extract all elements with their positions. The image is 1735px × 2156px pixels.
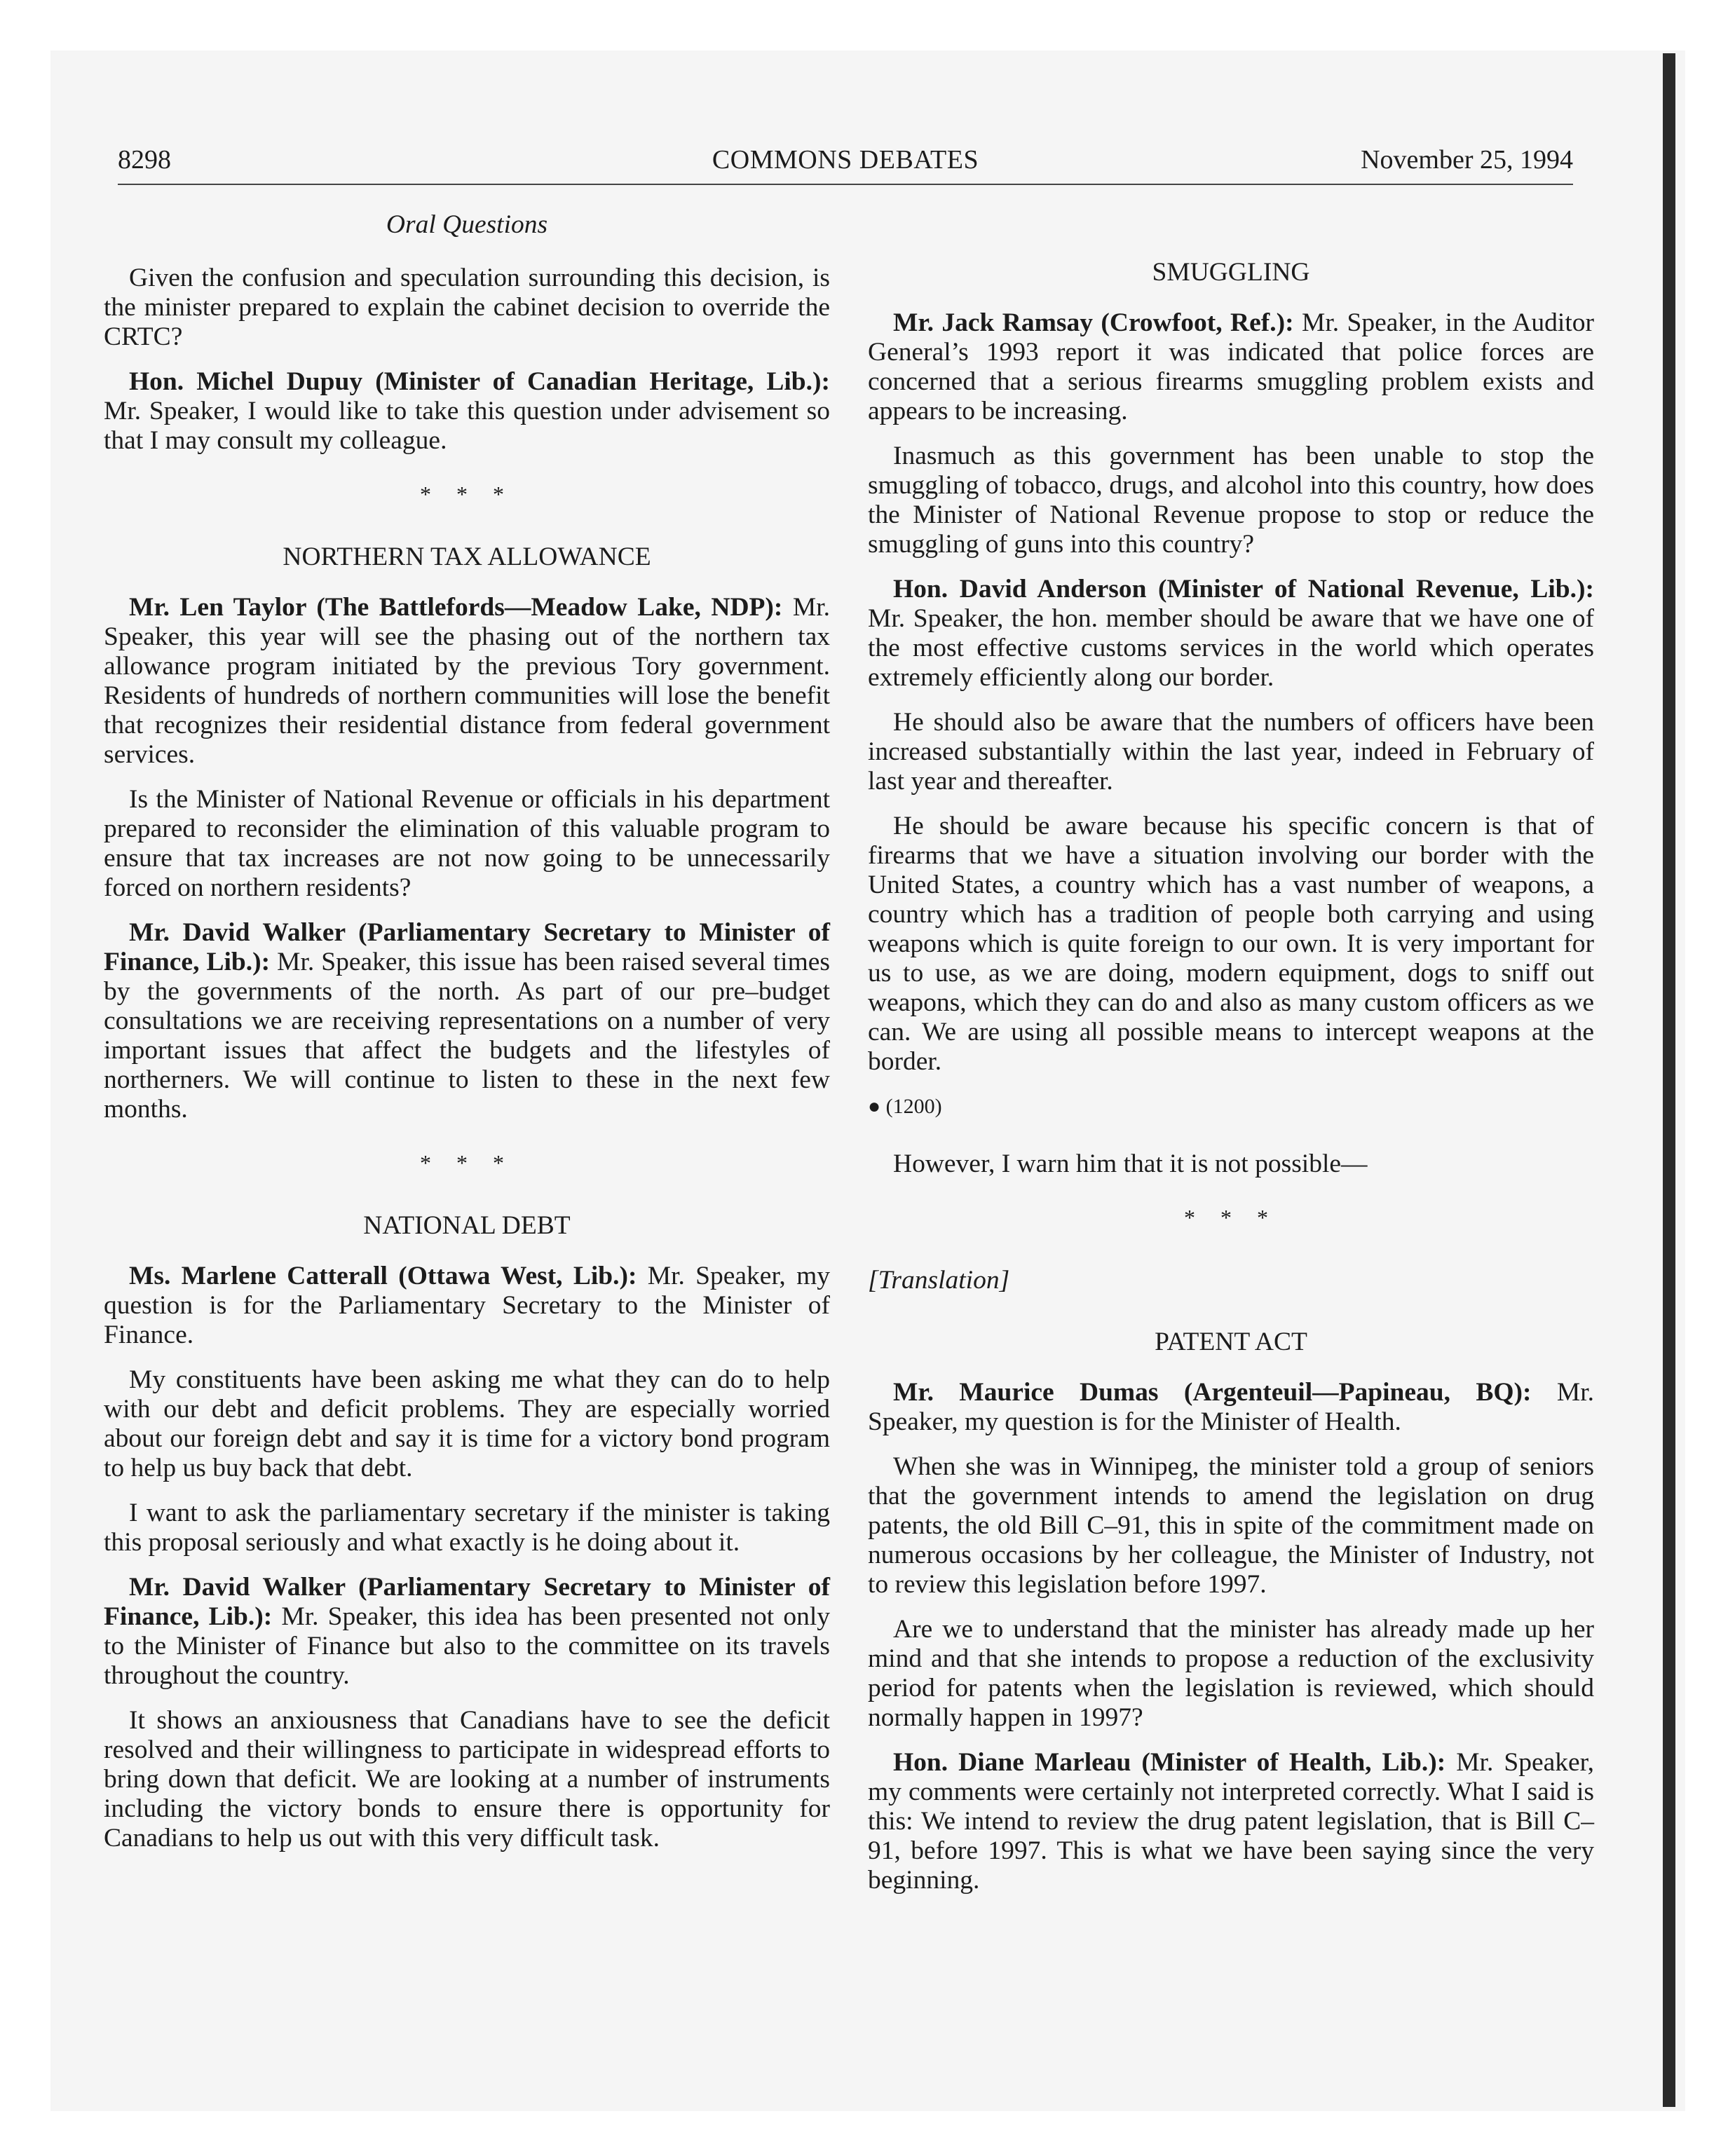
paragraph [868,1378,1594,1437]
section-separator: * * * [1184,1205,1278,1230]
speaker-name: Mr. Len Taylor (The Battlefords—Meadow Lake, NDP): [129,593,783,622]
paragraph [868,575,1594,692]
paragraph-text: Mr. Speaker, I would like to take this question under advisement so that I may consult my colleague. [104,397,830,455]
speaker-name: Hon. David Anderson (Minister of National Revenue, Lib.): [893,575,1594,603]
paragraph-text: Mr. Speaker, in the Auditor General’s 1993 report it was indicated that police forces are concerned that a serious firearms smuggling problem exists and appears to be increasing. [868,308,1595,425]
paragraph [868,442,1594,559]
paragraph-text: Mr. Speaker, my comments were certainly not interpreted correctly. What I said is this: We intend to review the drug patent legislation, that is Bill C–91, before 1997. This is what we have been saying since the very beginning. [868,1748,1594,1895]
paragraph [104,593,830,770]
paragraph [104,1573,830,1691]
section-heading: NORTHERN TAX ALLOWANCE [283,543,651,571]
paragraph [104,264,830,352]
section-heading: NATIONAL DEBT [363,1211,571,1240]
paragraph-text: When she was in Winnipeg, the minister told a group of seniors that the government intends to amend the legislation on drug patents, the old Bill C–91, this in spite of the commitment made on numerous occasions by her colleague, the Minister of Industry, not to review this legislation before 1997. [868,1452,1594,1599]
paragraph-text: Mr. Speaker, this issue has been raised several times by the governments of the north. As part of our pre–budget consultations we are receiving representations on a number of very important issues that affect the budgets and the lifestyles of northerners. We will continue to listen to these in the next few months. [104,948,830,1124]
paragraph [868,308,1594,426]
paragraph-text: Given the confusion and speculation surrounding this decision, is the minister prepared to explain the cabinet decision to override the CRTC? [104,264,830,351]
right-column [868,258,1594,1895]
paragraph [868,1748,1594,1895]
paragraph-text: He should be aware because his specific concern is that of firearms that we have a situation involving our border with the United States, a country which has a vast number of weapons, a country which has a tradition of people both carrying and using weapons which is quite foreign to our own. It is very important for us to use, as we are doing, modern equipment, dogs to sniff out weapons, which they can do and also as many custom officers as we can. We are using all possible means to intercept weapons at the border. [868,812,1594,1076]
speaker-name: Mr. Jack Ramsay (Crowfoot, Ref.): [893,308,1294,337]
paragraph-text: He should also be aware that the numbers of officers have been increased substantially within the last year, indeed in February of last year and thereafter. [868,708,1594,796]
paragraph-text: Mr. Speaker, the hon. member should be aware that we have one of the most effective customs services in the world which operates extremely efficiently along our border. [868,604,1594,692]
paragraph-text: Mr. Speaker, this idea has been presented not only to the Minister of Finance but also to the committee on its travels throughout the country. [104,1602,830,1690]
speaker-name: Hon. Michel Dupuy (Minister of Canadian Heritage, Lib.): [129,367,830,396]
paragraph-text: Mr. Speaker, my question is for the Minister of Health. [868,1378,1594,1436]
paragraph-text: However, I warn him that it is not possible— [893,1149,1368,1178]
speaker-name: Hon. Diane Marleau (Minister of Health, Lib.): [893,1748,1446,1777]
translation-label: [Translation] [868,1266,1010,1295]
paragraph [104,1365,830,1483]
paragraph [868,708,1594,796]
paragraph [104,1706,830,1853]
paragraph [104,367,830,456]
section-heading: PATENT ACT [1155,1328,1307,1356]
paragraph [104,1499,830,1557]
section-heading: SMUGGLING [1152,258,1310,287]
paragraph [868,1149,1594,1179]
publication-title: COMMONS DEBATES [712,145,979,175]
paragraph-text: Inasmuch as this government has been unable to stop the smuggling of tobacco, drugs, and alcohol into this country, how does the Minister of National Revenue propose to stop or reduce the smuggling of guns into this country? [868,442,1594,559]
page-number: 8298 [118,145,171,175]
section-label: Oral Questions [386,210,548,239]
running-header [118,140,1573,185]
paragraph [104,785,830,903]
scan-edge-bar [1663,53,1675,2107]
speaker-name: Mr. Maurice Dumas (Argenteuil—Papineau, BQ): [893,1378,1532,1407]
paragraph-text: Mr. Speaker, this year will see the phasing out of the northern tax allowance program initiated by the previous Tory government. Residents of hundreds of northern communities will lose the benefit that recognizes their residential distance from federal government services. [104,593,830,769]
paragraph-text: It shows an anxiousness that Canadians have to see the deficit resolved and their willingness to participate in widespread efforts to bring down that deficit. We are looking at a number of instruments including the victory bonds to ensure there is opportunity for Canadians to help us out with this very difficult task. [104,1706,830,1853]
speaker-name: Mr. David Walker (Parliamentary Secretary to Minister of Finance, Lib.): [104,1573,830,1631]
paragraph-text: Are we to understand that the minister has already made up her mind and that she intends to propose a reduction of the exclusivity period for patents when the legislation is reviewed, which should normally happen in 1997? [868,1615,1594,1732]
paragraph [868,812,1594,1077]
section-separator: * * * [420,1150,514,1175]
paragraph-text: Is the Minister of National Revenue or officials in his department prepared to reconsider the elimination of this valuable program to ensure that tax increases are not now going to be unnecessarily forced on northern residents? [104,785,830,902]
paragraph [868,1615,1594,1733]
left-column [104,210,830,1853]
paragraph-text: I want to ask the parliamentary secretary if the minister is taking this proposal seriously and what exactly is he doing about it. [104,1499,830,1557]
paragraph [868,1452,1594,1599]
speaker-name: Mr. David Walker (Parliamentary Secretary to Minister of Finance, Lib.): [104,918,830,976]
speaker-name: Ms. Marlene Catterall (Ottawa West, Lib.): [129,1262,637,1290]
paragraph [104,918,830,1124]
time-marker: ● (1200) [868,1095,942,1118]
paragraph [104,1262,830,1350]
section-separator: * * * [420,482,514,507]
publication-date: November 25, 1994 [1361,145,1573,175]
paragraph-text: Mr. Speaker, my question is for the Parliamentary Secretary to the Minister of Finance. [104,1262,830,1349]
paragraph-text: My constituents have been asking me what they can do to help with our debt and deficit problems. They are especially worried about our foreign debt and say it is time for a victory bond program to help us buy back that debt. [104,1365,830,1482]
